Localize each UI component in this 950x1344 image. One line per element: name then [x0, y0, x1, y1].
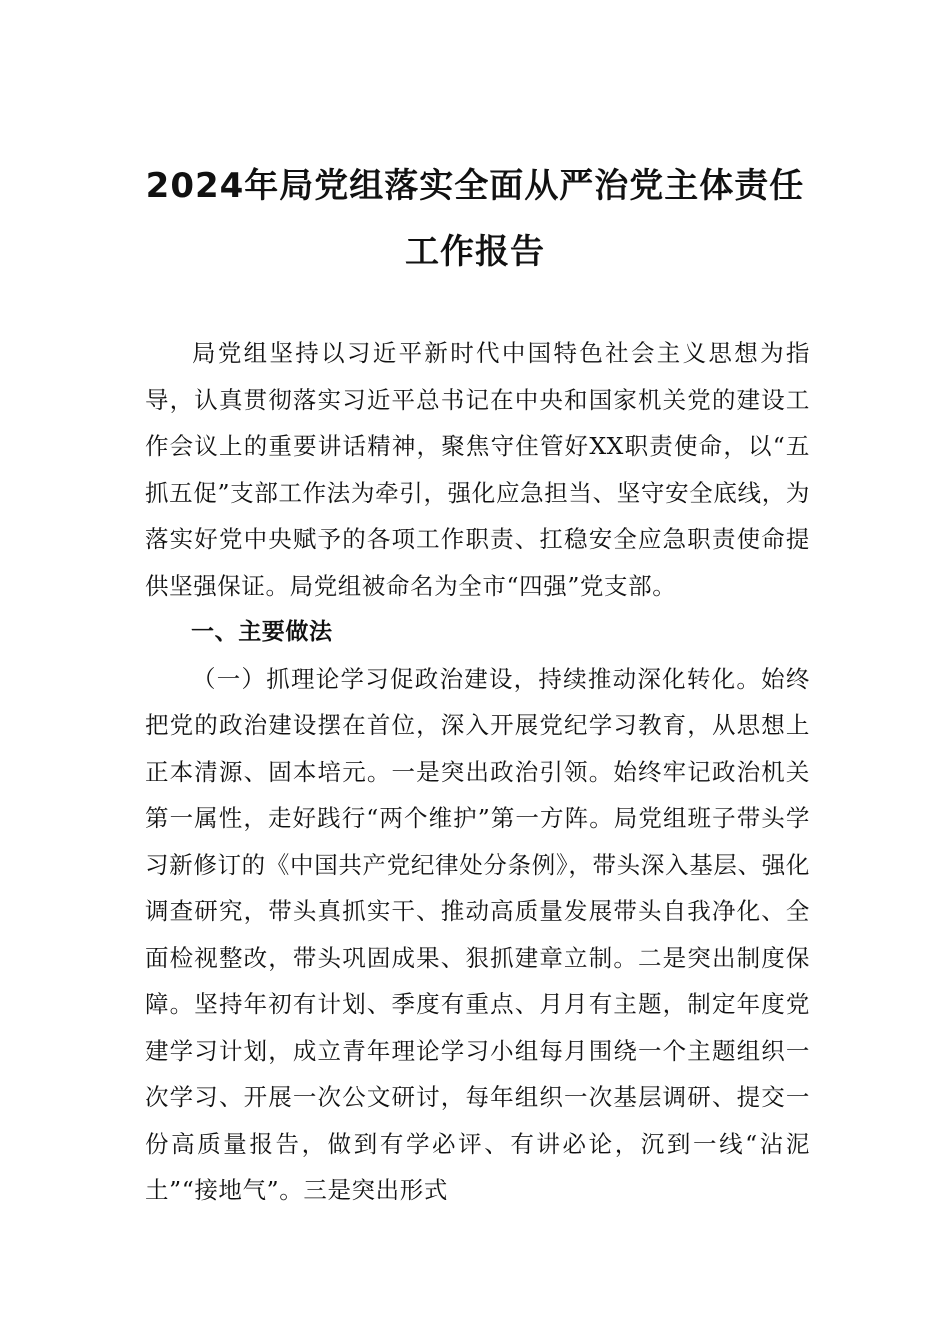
intro-paragraph: 局党组坚持以习近平新时代中国特色社会主义思想为指导，认真贯彻落实习近平总书记在中央和国家机关党的建设工作会议上的重要讲话精神，聚焦守住管好XX职责使命，以“五抓五促”支部工作法为牵引，强化应急担当、坚守安全底线，为落实好党中央赋予的各项工作职责、扛稳安全应急职责使命提供坚强保证。局党组被命名为全市“四强”党支部。 [145, 339, 810, 600]
subsection-paragraph [145, 656, 810, 1214]
document-title-line-1: 2024年局党组落实全面从严治党主体责任 [145, 166, 805, 206]
subsection-lead: （一）抓理论学习促政治建设，持续推动深化转化。 [192, 664, 762, 693]
section-heading: 一、主要做法 [191, 619, 333, 645]
subsection-body: 始终把党的政治建设摆在首位，深入开展党纪学习教育，从思想上正本清源、固本培元。一是突出政治引领。始终牢记政治机关第一属性，走好践行“两个维护”第一方阵。局党组班子带头学习新修订的《中国共产党纪律处分条例》，带头深入基层、强化调查研究，带头真抓实干、推动高质量发展带头自我净化、全面检视整改，带头巩固成果、狠抓建章立制。二是突出制度保障。坚持年初有计划、季度有重点、月月有主题，制定年度党建学习计划，成立青年理论学习小组每月围绕一个主题组织一次学习、开展一次公文研讨，每年组织一次基层调研、提交一份高质量报告，做到有学必评、有讲必论，沉到一线“沾泥土”“接地气”。三是突出形式 [145, 664, 810, 1204]
document-body [145, 330, 810, 1214]
document-title-line-2: 工作报告 [405, 232, 545, 272]
